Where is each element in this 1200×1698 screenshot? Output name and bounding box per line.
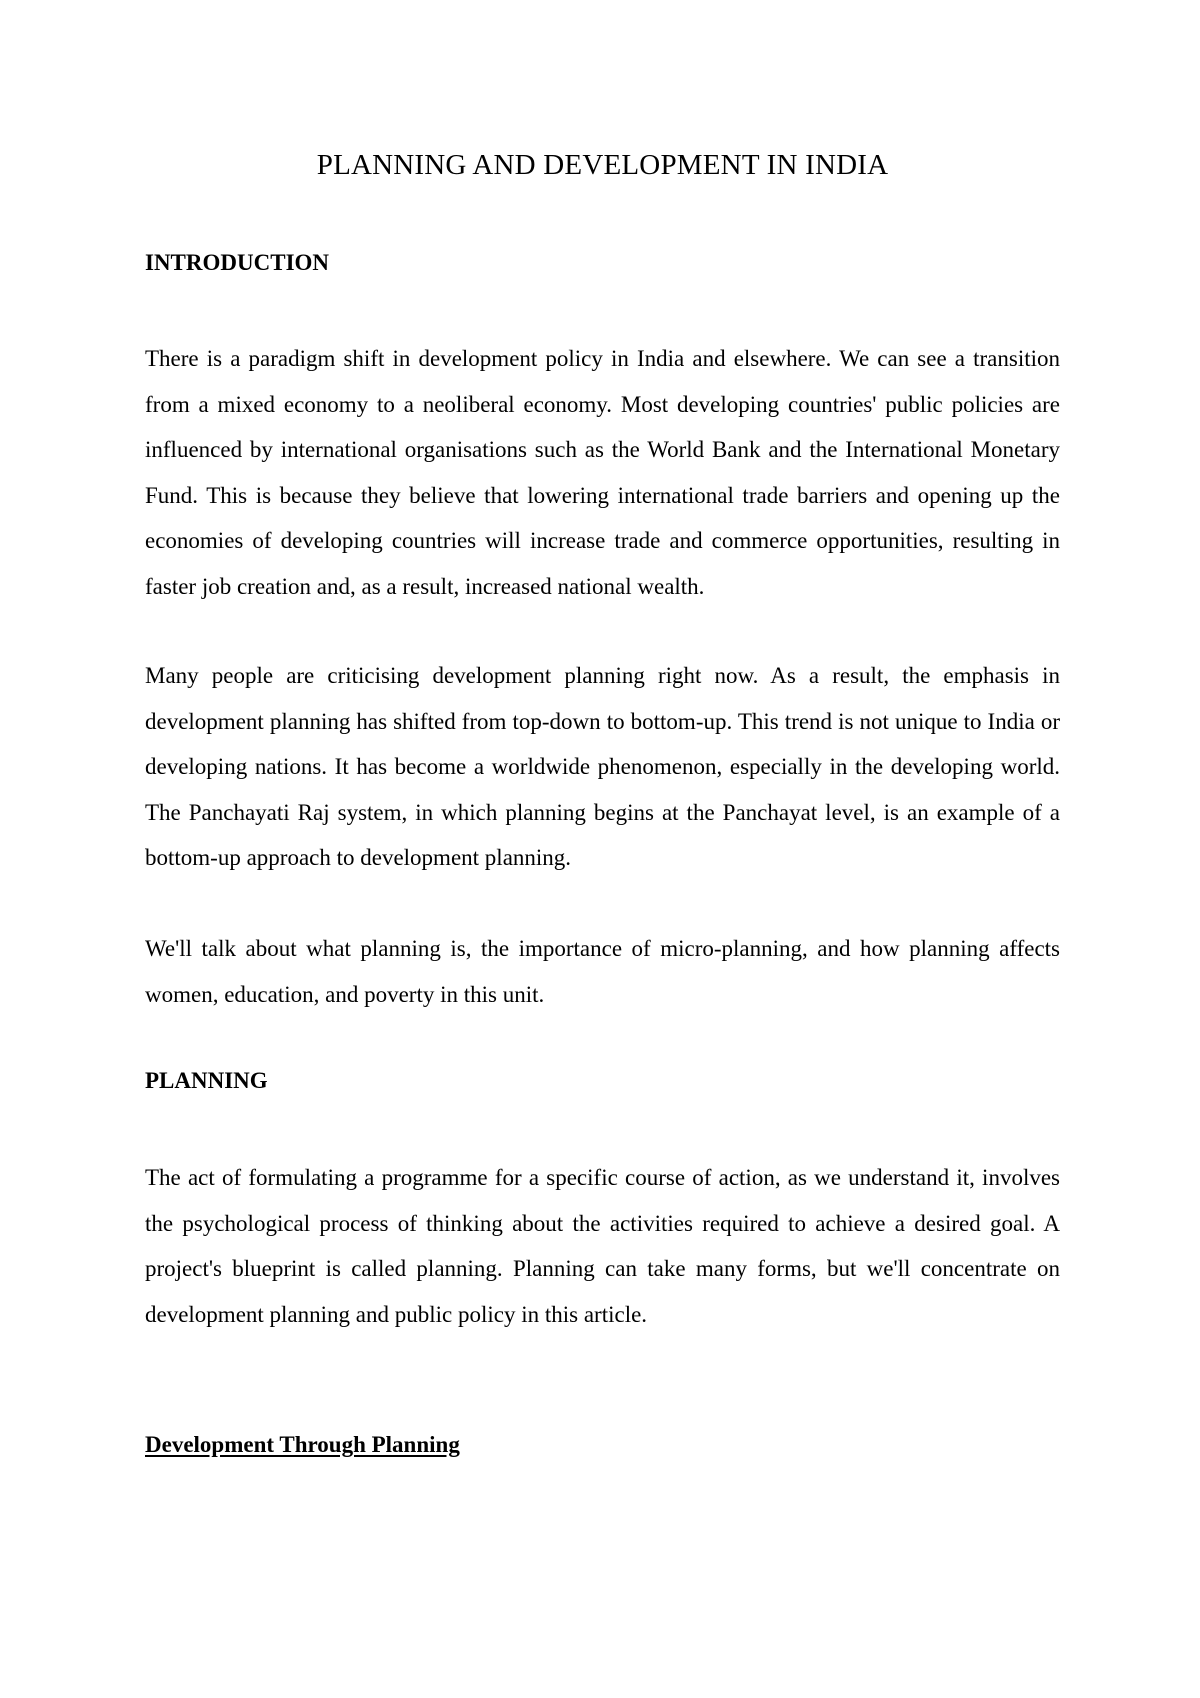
document-title: PLANNING AND DEVELOPMENT IN INDIA (316, 149, 889, 181)
section-heading-planning: PLANNING (145, 1068, 268, 1093)
section-heading-development-through-planning: Development Through Planning (145, 1432, 460, 1457)
introduction-paragraph-2: Many people are criticising development planning right now. As a result, the emphasis in development planning has shifted from top-down to bottom-up. This trend is not unique to India or developing nations. It has become a worldwide phenomenon, especially in the developing world. The Panchayati Raj system, in which planning begins at the Panchayat level, is an example of a bottom-up approach to development planning. (145, 663, 1060, 870)
section-heading-introduction: INTRODUCTION (145, 250, 330, 275)
planning-paragraph-1: The act of formulating a programme for a specific course of action, as we understand it, involves the psychological process of thinking about the activities required to achieve a desired goal. A project's blueprint is called planning. Planning can take many forms, but we'll concentrate on development planning and public policy in this article. (145, 1165, 1060, 1327)
introduction-paragraph-3: We'll talk about what planning is, the importance of micro-planning, and how planning affects women, education, and poverty in this unit. (145, 936, 1060, 1007)
introduction-paragraph-1: There is a paradigm shift in development policy in India and elsewhere. We can see a transition from a mixed economy to a neoliberal economy. Most developing countries' public policies are influenced by international organisations such as the World Bank and the International Monetary Fund. This is because they believe that lowering international trade barriers and opening up the economies of developing countries will increase trade and commerce opportunities, resulting in faster job creation and, as a result, increased national wealth. (145, 346, 1060, 599)
